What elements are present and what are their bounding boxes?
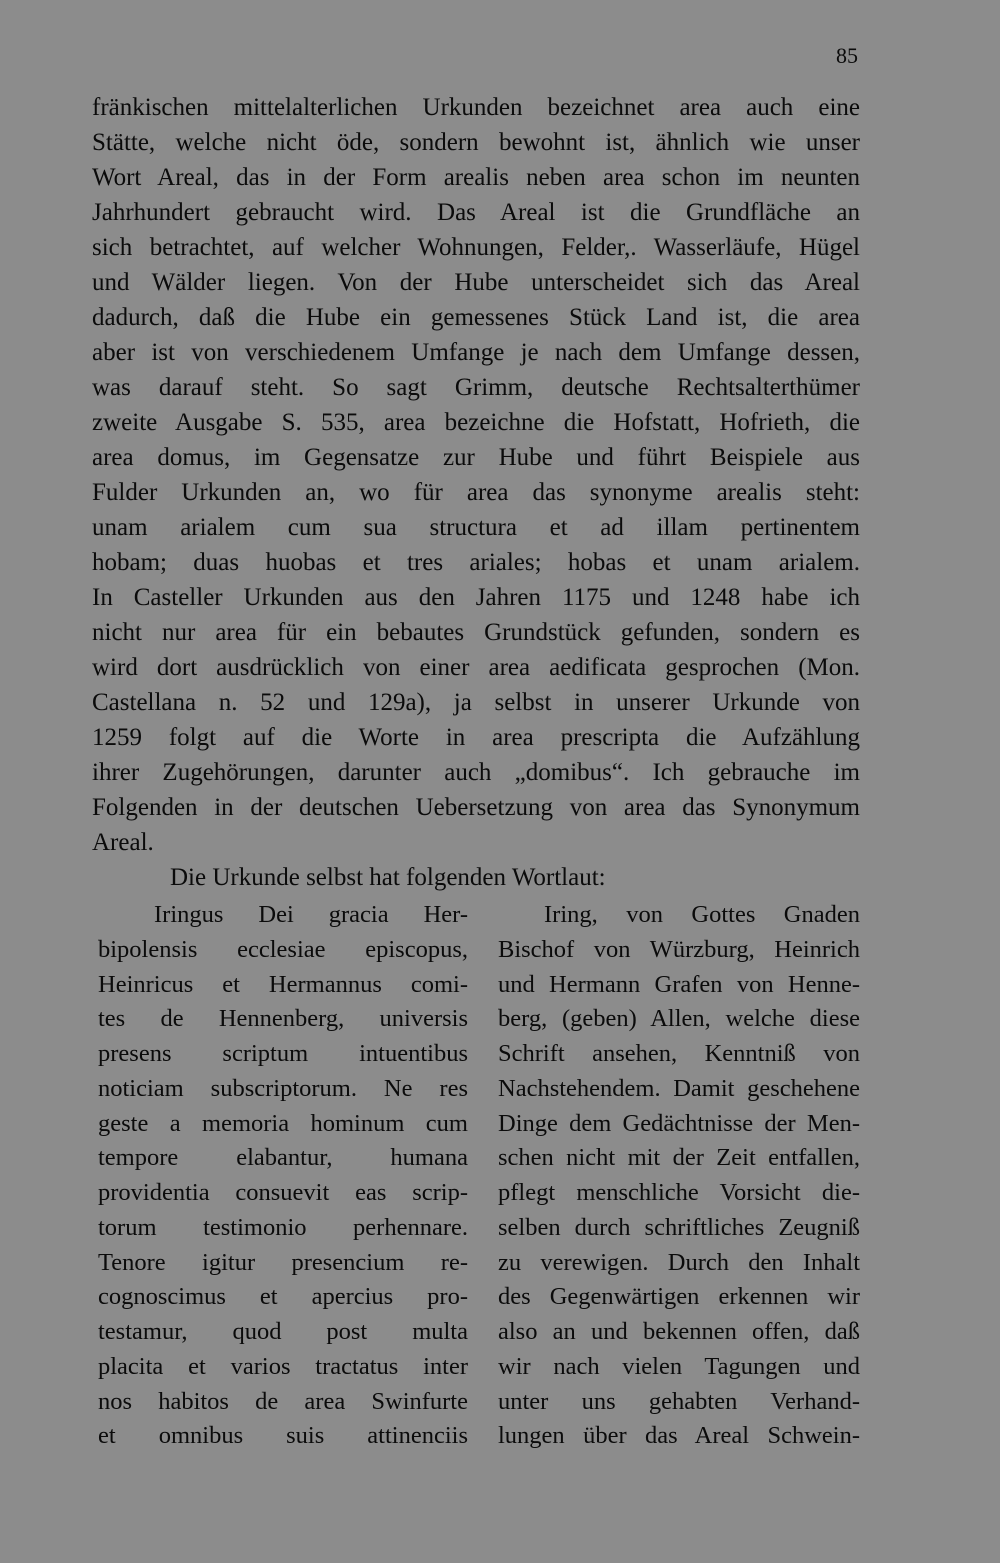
german-line: schen nicht mit der Zeit entfallen,	[498, 1144, 860, 1172]
latin-line: placita et varios tractatus inter	[98, 1352, 468, 1380]
text-line: zweite Ausgabe S. 535, area bezeichne die Hofstatt, Hofrieth, die	[92, 409, 860, 436]
text-line: was darauf steht. So sagt Grimm, deutsche Rechtsalterthümer	[92, 374, 860, 401]
german-line: lungen über das Areal Schwein-	[498, 1422, 860, 1450]
text-line: 1259 folgt auf die Worte in area prescripta die Aufzählung	[92, 724, 860, 751]
text-line: Castellana n. 52 und 129a), ja selbst in unserer Urkunde von	[92, 689, 860, 716]
text-line: aber ist von verschiedenem Umfange je nach dem Umfange dessen,	[92, 339, 860, 366]
german-column	[498, 898, 860, 1454]
german-line: wir nach vielen Tagungen und	[498, 1352, 860, 1380]
text-line: unam arialem cum sua structura et ad illam pertinentem	[92, 514, 860, 541]
german-line: zu verewigen. Durch den Inhalt	[498, 1248, 860, 1276]
german-line: Bischof von Würzburg, Heinrich	[498, 935, 860, 963]
intro-line: Die Urkunde selbst hat folgenden Wortlaut:	[170, 864, 606, 891]
latin-line: Heinricus et Hermannus comi-	[98, 970, 468, 998]
text-line: Folgenden in der deutschen Uebersetzung von area das Synonymum	[92, 794, 860, 821]
latin-line: providentia consuevit eas scrip-	[98, 1179, 468, 1206]
text-line: wird dort ausdrücklich von einer area aedificata gesprochen (Mon.	[92, 654, 860, 681]
text-line: Fulder Urkunden an, wo für area das synonyme arealis steht:	[92, 479, 860, 506]
latin-line: testamur, quod post multa	[98, 1318, 468, 1345]
german-line: Dinge dem Gedächtnisse der Men-	[498, 1109, 860, 1137]
text-line: Stätte, welche nicht öde, sondern bewohnt ist, ähnlich wie unser	[92, 129, 860, 156]
latin-line: cognoscimus et apercius pro-	[98, 1283, 468, 1311]
latin-line: bipolensis ecclesiae episcopus,	[98, 935, 468, 963]
text-line: nicht nur area für ein bebautes Grundstück gefunden, sondern es	[92, 619, 860, 646]
text-line: In Casteller Urkunden aus den Jahren 1175 und 1248 habe ich	[92, 584, 860, 611]
latin-line: noticiam subscriptorum. Ne res	[98, 1074, 468, 1102]
german-line: Iring, von Gottes Gnaden	[544, 901, 860, 928]
latin-line: Tenore igitur presencium re-	[98, 1248, 468, 1276]
text-line: fränkischen mittelalterlichen Urkunden bezeichnet area auch eine	[92, 94, 860, 121]
german-line: des Gegenwärtigen erkennen wir	[498, 1283, 860, 1311]
latin-line: tempore elabantur, humana	[98, 1144, 468, 1172]
parallel-text	[92, 898, 860, 1468]
german-line: pflegt menschliche Vorsicht die-	[498, 1179, 860, 1206]
latin-line: Iringus Dei gracia Her-	[154, 901, 468, 928]
latin-line: tes de Hennenberg, universis	[98, 1005, 468, 1033]
text-line: Areal.	[92, 829, 154, 856]
text-line: und Wälder liegen. Von der Hube unterscheidet sich das Areal	[92, 269, 860, 296]
german-line: berg, (geben) Allen, welche diese	[498, 1005, 860, 1033]
latin-line: torum testimonio perhennare.	[98, 1213, 468, 1241]
text-line: dadurch, daß die Hube ein gemessenes Stück Land ist, die area	[92, 304, 860, 331]
latin-line: presens scriptum intuentibus	[98, 1040, 468, 1067]
page-number: 85	[836, 43, 858, 68]
latin-column	[98, 898, 468, 1454]
german-line: also an und bekennen offen, daß	[498, 1318, 860, 1345]
latin-line: et omnibus suis attinenciis	[98, 1422, 468, 1450]
latin-line: nos habitos de area Swinfurte	[98, 1387, 468, 1415]
text-line: sich betrachtet, auf welcher Wohnungen, Felder,. Wasserläufe, Hügel	[92, 234, 860, 261]
text-line: ihrer Zugehörungen, darunter auch „domibus“. Ich gebrauche im	[92, 759, 860, 786]
text-line: hobam; duas huobas et tres ariales; hobas et unam arialem.	[92, 549, 860, 576]
german-line: unter uns gehabten Verhand-	[498, 1387, 860, 1415]
latin-line: geste a memoria hominum cum	[98, 1109, 468, 1137]
text-line: Jahrhundert gebraucht wird. Das Areal ist die Grundfläche an	[92, 199, 860, 226]
main-paragraph	[92, 90, 860, 895]
german-line: Nachstehendem. Damit geschehene	[498, 1074, 860, 1102]
german-line: selben durch schriftliches Zeugniß	[498, 1213, 860, 1241]
german-line: Schrift ansehen, Kenntniß von	[498, 1040, 860, 1067]
text-line: Wort Areal, das in der Form arealis neben area schon im neunten	[92, 164, 860, 191]
text-line: area domus, im Gegensatze zur Hube und führt Beispiele aus	[92, 444, 860, 471]
german-line: und Hermann Grafen von Henne-	[498, 970, 860, 998]
